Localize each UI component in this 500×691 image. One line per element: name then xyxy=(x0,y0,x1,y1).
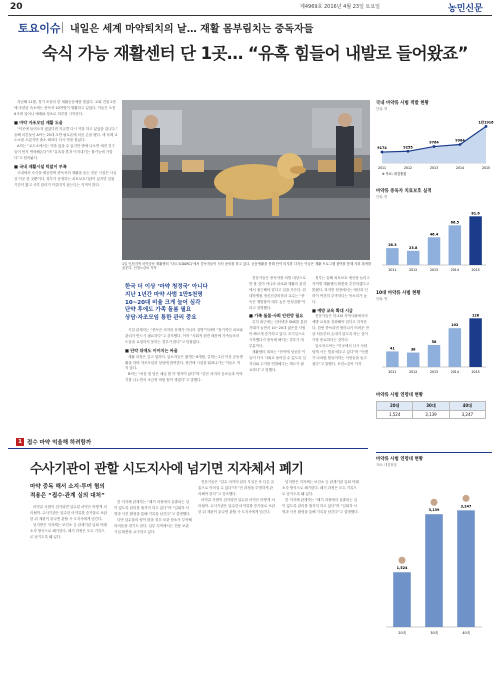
issue-date: 제4969호 2016년 4월 23일 토요일 xyxy=(300,4,380,10)
x-tick-label: 2014 xyxy=(455,166,465,170)
x-tick-label: 2012 xyxy=(409,370,418,374)
pull-quote-line: 상담·자조모임 통한 관리 중요 xyxy=(125,315,197,322)
table-cell: 30대 xyxy=(413,402,449,411)
main-headline: 숙식 가능 재활센터 단 1곳… “유혹 힘들어 내발로 들어왔죠” xyxy=(42,44,468,63)
person-icon xyxy=(431,499,438,506)
paragraph: 특히 최근에는 인터넷과 SNS를 통한 거래가 늘면서 10~20대 젊은층 사범이 빠르게 증가하고 있다. 호기심으로 시작했다가 중독에 빠지는 경우가 대부분이다. xyxy=(249,320,307,348)
paragraph: 재활센터 대표는 “단약에 성공한 이들이 다시 사회로 돌아갈 수 있도록 일자리와 주거를 연결해주는 제도가 필요하다”고 말했다. xyxy=(249,349,306,372)
bar xyxy=(393,572,411,627)
newspaper-logo: 농민신문 xyxy=(448,4,483,14)
chart-panel-2 xyxy=(376,188,492,282)
chart-5-title: 마약류 사범 연령대 현황 xyxy=(376,457,424,462)
table-cell: 20대 xyxy=(377,402,413,411)
chart-panel-5 xyxy=(376,452,492,685)
paragraph: 한 지자체 관계자는 “폐기 과정에서 유출되는 일이 없도록 관리를 철저히 하고 있다”며 “입회자 서명과 사진 촬영을 통해 기록을 남긴다”고 설명했다. xyxy=(282,497,359,514)
data-label: 46.4 xyxy=(429,232,439,237)
bar xyxy=(407,251,419,265)
x-tick-label: 2012 xyxy=(403,166,413,170)
table-cell: 40대 xyxy=(449,402,485,411)
column-subheading: ■ 예방 교육 확대 시급 xyxy=(312,307,353,313)
paragraph: 입소자 C씨는 “이곳에서 다시 사람답게 사는 법을 배우고 있다”며 “언젠가 나처럼 힘들어하는 사람들을 돕고 싶다”고 말했다. 포천=김씨 기자 xyxy=(312,343,368,366)
section-divider xyxy=(62,22,63,33)
x-tick-label: 2013 xyxy=(429,370,439,374)
chart-3-unit: 단위: 명 xyxy=(376,297,388,301)
x-tick-label: 2014 xyxy=(450,370,459,374)
bar xyxy=(428,237,440,265)
paragraph: A씨는 “교도소에서는 약을 끊을 수 있지만 밖에 나오면 예전 친구들이 먼저 연락해온다”며 “유혹을 혼자 이겨내기는 불가능에 가깝다”고 털어놨다. xyxy=(14,144,115,161)
chart-panel-3 xyxy=(376,290,492,384)
article-column-1 xyxy=(14,100,118,436)
bar xyxy=(386,351,398,367)
article2-column-4 xyxy=(282,480,360,685)
data-point xyxy=(485,125,488,128)
pull-quote xyxy=(125,284,243,323)
pull-quote-line: 10~20대 비율 크게 늘어 심각 xyxy=(125,299,201,306)
data-label: 41 xyxy=(390,346,395,351)
paragraph: 다만 압수물의 양이 많을 경우 보관 장소가 부족해 어려움을 겪기도 한다. 일부 지역에서는 전용 보관시설 확충을 요구하고 있다. xyxy=(114,517,192,534)
person-icon xyxy=(463,495,470,502)
chart-2-unit: 단위: 명 xyxy=(376,195,388,199)
bar-chart xyxy=(376,199,492,277)
data-label: 3,139 xyxy=(428,508,440,513)
x-tick-label: 2013 xyxy=(429,268,439,272)
illustrated-bar-chart xyxy=(376,467,492,657)
column-subheading: ■ 단약 뒤에도 이어지는 싸움 xyxy=(125,347,178,353)
data-label: 128 xyxy=(472,313,480,318)
x-tick-label: 20대 xyxy=(398,631,406,635)
paragraph: 시설 관계자는 “중독은 의지의 문제가 아니라 질병”이라며 “장기적인 치료와 관리가 반드시 필요하다”고 강조했다. 이어 “사회적 편견 때문에 가족들조차 도움을 요청하지 못하는 경우가 많다”고 덧붙였다. xyxy=(125,328,243,344)
bar xyxy=(449,328,461,367)
table-cell: 3,247 xyxy=(449,411,485,419)
article-column-3 xyxy=(249,276,307,436)
secondary-subhead: 마약 중독 해서 소지·투여 혐의 xyxy=(30,484,105,490)
chart-4-title: 마약류 사범 연령대 현황 xyxy=(376,393,424,398)
data-point xyxy=(433,145,436,148)
section-tag: 접수 마약 억울해 하려함까 xyxy=(27,440,92,446)
article2-column-2 xyxy=(114,500,192,685)
x-tick-label: 2014 xyxy=(450,268,459,272)
paragraph: 마약류 사범이 검거되면 압수된 마약은 어떻게 처리될까. 수사기관은 압수한 마약류를 증거물로 보관한 뒤 재판이 끝나면 관할 시·도지사에게 넘긴다. xyxy=(198,497,276,514)
paragraph: B씨는 “처음 몇 달은 매일 밤 약 생각이 났다”며 “같은 처지의 동료들과 이야기를 나누면서 조금씩 버틸 힘이 생겼다”고 말했다. xyxy=(125,372,243,383)
paragraph: 국내에서 숙식을 제공하며 중독자의 재활을 돕는 전문 시설은 사실상 이곳 한 곳뿐이다. 정부가 운영하는 치료보호기관이 있지만 입원 기간이 짧고 사후 관리가 이뤄지지 않는다는 지적이 많다. xyxy=(14,170,117,187)
person-icon xyxy=(399,557,406,564)
article-photo xyxy=(122,100,370,260)
x-tick-label: 2015 xyxy=(471,370,480,374)
table-row xyxy=(377,402,486,411)
x-tick-label: 2013 xyxy=(429,166,439,170)
bar xyxy=(457,510,475,627)
data-point xyxy=(459,143,462,146)
data-label: 23.8 xyxy=(409,245,418,250)
x-tick-label: 2011 xyxy=(388,370,397,374)
article-column-2 xyxy=(125,328,243,436)
data-label: 38 xyxy=(410,347,416,352)
photo-caption: 1일 인천지역 마약중독 재활센터 ‘다르크(DARC)’에서 중독자들이 식사 준비를 하고 있다. 공동생활을 통해 단약 의지를 다지는 이들은 재활 프로그램 참여를 통해 사회 복귀를 꿈꾼다. 인천=김씨 기자 xyxy=(122,262,372,271)
data-point xyxy=(407,150,410,153)
chart-1-unit: 단위: 명 xyxy=(376,107,388,111)
section-rule xyxy=(8,448,368,449)
x-tick-label: 30대 xyxy=(430,631,438,635)
data-label: 1만1916 xyxy=(478,120,494,125)
paragraph: 넘겨받은 지자체는 보건소 등 관계기관 입회 아래 소각 방식으로 폐기한다. 폐기 과정은 모두 기록으로 남기도록 돼 있다. xyxy=(282,480,359,496)
x-tick-label: 2015 xyxy=(471,268,480,272)
secondary-subhead: 적용은 “접수·관계 실의 대처” xyxy=(30,493,105,499)
pull-quote-line: 단약 후에도 가족 돌봄 필요 xyxy=(125,307,192,314)
paragraph: 지난해 11월, 경기 포천의 한 재활공동체를 찾았다. 교회 건물 2층에 마련된 숙소에는 중독자 10여명이 생활하고 있었다. 이들은 오전 6시에 일어나 예배와 청소로 하루를 시작한다. xyxy=(14,100,116,116)
article2-column-3 xyxy=(198,480,276,685)
x-tick-label: 2012 xyxy=(409,268,418,272)
table-row xyxy=(377,411,486,419)
data-label: 9255 xyxy=(403,145,413,150)
chart-panel-1 xyxy=(376,100,492,182)
section-label: 토요이슈 xyxy=(18,22,61,35)
paragraph: 정부는 올해 치료보호 예산을 늘리고 지역별 재활센터 확충을 추진하겠다고 밝혔다. 하지만 현장에서는 예산과 인력이 여전히 부족하다는 목소리가 높다. xyxy=(312,276,370,304)
data-label: 66.5 xyxy=(450,220,459,225)
chart-1-title: 국내 마약류 사범 적발 현황 xyxy=(376,101,429,106)
section-title: 내일은 세계 마약퇴치의 날… 재활 몸부림치는 중독자들 xyxy=(70,24,314,35)
x-tick-label: 2011 xyxy=(388,268,397,272)
source-note: ※ 자료: 대검찰청 xyxy=(382,172,407,176)
data-label: 9984 xyxy=(455,138,465,143)
chart-2-title: 마약류 중독자 치료보호 실적 xyxy=(376,189,432,194)
data-label: 9764 xyxy=(429,140,439,145)
paragraph: 전문가들은 학교와 지역사회에서의 예방 교육을 강화해야 한다고 지적한다. 한번 중독되면 벗어나기 어려운 만큼 처음부터 손대지 않도록 하는 것이 가장 중요하다는 것이다. xyxy=(312,314,369,343)
data-label: 9174 xyxy=(377,146,387,151)
chart-panel-4 xyxy=(376,392,492,448)
section-number-badge: 1 xyxy=(16,438,24,446)
secondary-headline: 수사기관이 관할 시도지사에 넘기면 지자체서 폐기 xyxy=(30,462,304,477)
pull-quote-line: 한국 더 이상 ‘마약 청정국’ 아니다 xyxy=(125,284,208,290)
column-subheading: ■ 국내 재활시설 턱없이 부족 xyxy=(14,164,67,170)
line-chart xyxy=(376,111,492,177)
column-subheading: ■ 마약 자조모임 재활 도움 xyxy=(14,119,63,125)
data-label: 28.3 xyxy=(388,243,397,248)
x-tick-label: 2015 xyxy=(481,166,491,170)
data-label: 102 xyxy=(451,323,459,328)
data-label: 81.6 xyxy=(471,211,480,216)
data-label: 58 xyxy=(431,339,437,344)
bar xyxy=(469,216,481,265)
data-table xyxy=(376,401,486,419)
paragraph: 한 지자체 관계자는 “폐기 과정에서 유출되는 일이 없도록 관리를 철저히 하고 있다”며 “입회자 서명과 사진 촬영을 통해 기록을 남긴다”고 설명했다. xyxy=(114,500,191,516)
paragraph: 넘겨받은 지자체는 보건소 등 관계기관 입회 아래 소각 방식으로 폐기한다. 폐기 과정은 모두 기록으로 남기도록 돼 있다. xyxy=(30,522,107,539)
bar xyxy=(407,353,419,367)
table-cell: 3,139 xyxy=(413,411,449,419)
bar xyxy=(386,248,398,265)
paragraph: 재활 과정은 길고 험하다. 입소자들은 짧게는 6개월, 길게는 2년 이상 공동생활을 하며 자조모임과 상담에 참여한다. 중간에 시설을 뛰쳐나가는 이들도 적지 않다. xyxy=(125,354,243,371)
column-subheading: ■ 가족 돌봄·사회 안전망 필요 xyxy=(249,313,304,319)
bar xyxy=(425,514,443,627)
article-column-4 xyxy=(312,276,370,436)
table-cell: 1,524 xyxy=(377,411,413,419)
bar-chart xyxy=(376,301,492,379)
data-label: 1,524 xyxy=(396,566,408,571)
bar xyxy=(449,225,461,265)
header-rule xyxy=(8,15,492,16)
page-number: 20 xyxy=(10,2,23,12)
x-tick-label: 2011 xyxy=(377,166,387,170)
pull-quote-line: 지난 1년간 마약 사범 1만5천명 xyxy=(125,291,203,298)
x-tick-label: 40대 xyxy=(462,631,470,635)
line-area xyxy=(382,126,486,163)
paragraph: 마약류 사범이 검거되면 압수된 마약은 어떻게 처리될까. 수사기관은 압수한 마약류를 증거물로 보관한 뒤 재판이 끝나면 관할 시·도지사에게 넘긴다. xyxy=(30,505,108,521)
data-point xyxy=(381,151,384,154)
bar xyxy=(469,318,481,367)
photo-illustration xyxy=(122,100,370,260)
paragraph: 전문가들은 중독자를 처벌 대상으로만 볼 것이 아니라 치료와 재활의 관점에서 접근해야 한다고 입을 모은다. 한 대학병원 정신건강의학과 교수는 “중독은 재발률이 매우 높은 만성질환”이라고 설명했다. xyxy=(249,276,306,310)
paragraph: 전문가들은 “압수 마약의 관리 부실은 또 다른 유통으로 이어질 수 있다”며 “전 과정을 투명하게 관리해야 한다”고 강조했다. xyxy=(198,480,275,496)
paragraph: “이곳에 들어오지 않았다면 지금쯤 다시 약을 하고 있었을 겁니다.” 올해 마흔둘인 A씨는 20대 초반 필로폰에 처음 손을 댔다. 세 차례 교도소를 오갔지만 출소 때마다 다시 약을 찾았다. xyxy=(14,126,118,143)
data-label: 3,247 xyxy=(460,504,472,509)
bar xyxy=(428,345,440,367)
chart-3-title: 10대 마약류 사범 현황 xyxy=(376,291,421,296)
chart-5-note: 자료: 대검찰청 xyxy=(376,463,397,467)
article2-column-1 xyxy=(30,505,108,685)
